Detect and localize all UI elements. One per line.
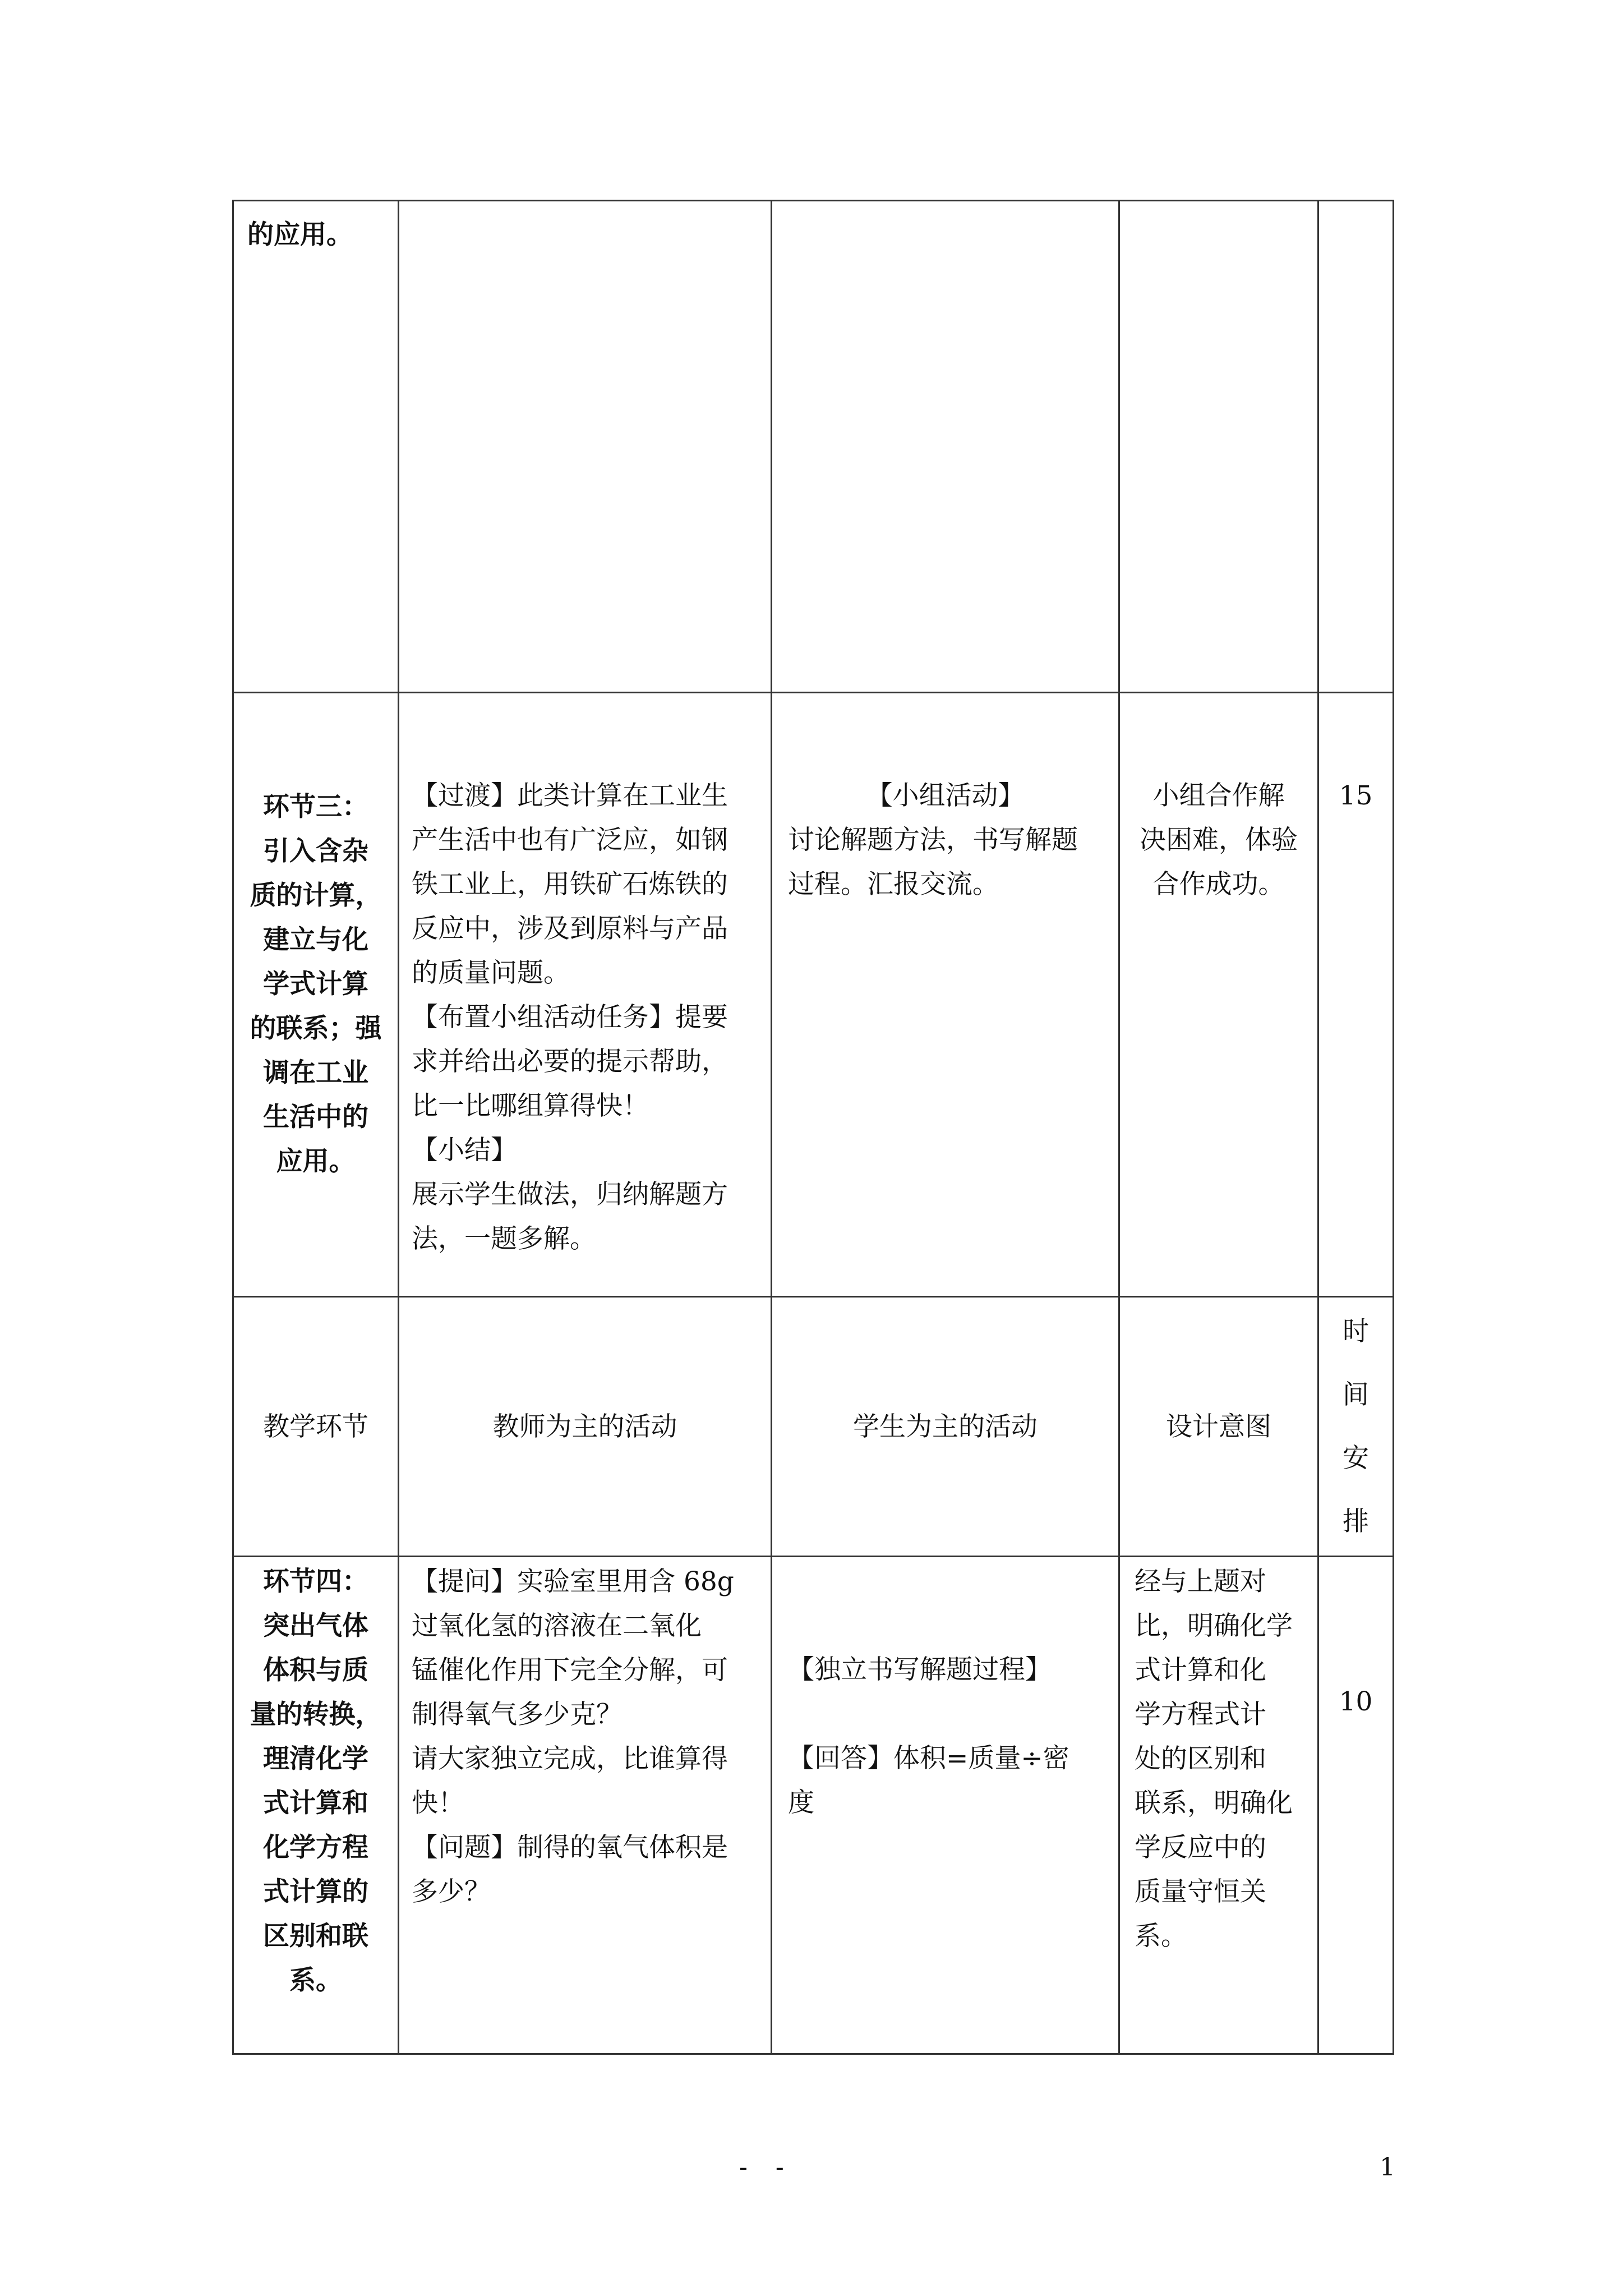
header-stage-label: 教学环节 [263,1411,368,1442]
table-row [233,201,1394,693]
stage-line: 环节四： [263,1566,368,1597]
header-time-label [1319,1300,1393,1553]
stage-line: 理清化学 [263,1743,368,1774]
student-line: 【回答】体积=质量÷密 [788,1743,1069,1774]
stage-line: 环节三： [263,792,368,822]
stage-line: 质的计算， [250,880,382,911]
teacher-line: 快！ [412,1788,464,1819]
intent-cell [1119,693,1318,1297]
intent-lines [1120,1557,1317,1958]
stage-line: 体积与质 [263,1655,368,1686]
stage-lines [234,693,398,1184]
stage-line: 引入含杂 [263,836,368,867]
footer-center-mark: - - [739,2153,794,2182]
teacher-line: 【提问】实验室里用含 68g [412,1566,734,1597]
teacher-cell [399,693,772,1297]
time-cell [1318,201,1394,693]
header-intent-label: 设计意图 [1166,1411,1271,1442]
stage-line: 调在工业 [263,1057,368,1088]
intent-line: 经与上题对 [1135,1566,1266,1597]
header-row [233,1297,1394,1557]
header-teacher [399,1297,772,1557]
teacher-line: 产生活中也有广泛应，如钢 [412,825,728,855]
teacher-line: 锰催化作用下完全分解，可 [412,1655,728,1686]
time-cell [1318,1557,1394,2054]
stage-line: 生活中的 [263,1102,368,1133]
stage-line: 量的转换， [250,1699,382,1730]
table-row [233,693,1394,1297]
teacher-cell [399,1557,772,2054]
intent-line: 小组合作解 [1152,780,1285,811]
intent-line: 合作成功。 [1152,869,1285,900]
teacher-lines [399,693,771,1261]
student-cell [772,693,1119,1297]
stage-line: 化学方程 [263,1832,368,1863]
teacher-line: 制得氧气多少克？ [412,1699,623,1730]
teacher-line: 过氧化氢的溶液在二氧化 [412,1611,702,1641]
stage-cell [233,693,399,1297]
teacher-line: 【小结】 [412,1135,517,1166]
page-number: 1 [1380,2153,1395,2182]
teacher-line: 法，一题多解。 [412,1223,596,1254]
stage-text: 的应用。 [247,219,353,250]
student-line: 讨论解题方法，书写解题 [788,825,1078,855]
intent-cell [1119,201,1318,693]
teacher-line: 【布置小组活动任务】提要 [412,1002,728,1033]
time-value: 10 [1339,1686,1373,1717]
stage-line: 突出气体 [263,1611,368,1641]
intent-lines [1120,693,1317,907]
intent-line: 学反应中的 [1135,1832,1266,1863]
intent-line: 比，明确化学 [1135,1611,1293,1641]
stage-line: 的联系；强 [250,1013,382,1044]
lesson-plan-table [232,200,1394,2055]
teacher-line: 求并给出必要的提示帮助， [412,1046,728,1077]
student-spacer [788,1692,1118,1736]
intent-line: 决困难，体验 [1140,825,1298,855]
header-stage [233,1297,399,1557]
header-time-char: 时 [1343,1316,1369,1347]
time-cell [1318,693,1394,1297]
student-line: 度 [788,1787,814,1818]
header-time [1318,1297,1394,1557]
intent-line: 处的区别和 [1135,1743,1266,1774]
intent-line: 质量守恒关 [1135,1876,1266,1907]
student-line: 【小组活动】 [866,780,1025,811]
intent-line: 系。 [1135,1921,1187,1952]
intent-cell [1119,1557,1318,2054]
student-cell [772,201,1119,693]
teacher-line: 请大家独立完成，比谁算得 [412,1743,728,1774]
student-line: 【独立书写解题过程】 [788,1654,1052,1685]
header-time-char: 间 [1343,1379,1369,1410]
header-intent [1119,1297,1318,1557]
student-lines [772,1557,1118,1825]
intent-line: 学方程式计 [1135,1699,1266,1730]
teacher-line: 【问题】制得的氧气体积是 [412,1832,728,1863]
teacher-line: 的质量问题。 [412,958,570,988]
student-cell [772,1557,1119,2054]
stage-lines [234,1557,398,2003]
student-lines [772,693,1118,907]
time-value: 15 [1339,780,1373,811]
stage-line: 式计算的 [263,1876,368,1907]
teacher-line: 【过渡】此类计算在工业生 [412,780,728,811]
header-time-char: 排 [1343,1506,1369,1537]
stage-line: 学式计算 [263,969,368,1000]
header-time-char: 安 [1343,1443,1369,1474]
stage-cell [233,1557,399,2054]
teacher-cell [399,201,772,693]
intent-line: 联系，明确化 [1135,1788,1293,1819]
student-line: 过程。汇报交流。 [788,869,999,900]
teacher-line: 铁工业上，用铁矿石炼铁的 [412,869,728,900]
stage-line: 应用。 [276,1146,356,1177]
teacher-line: 反应中，涉及到原料与产品 [412,913,728,944]
header-student-label: 学生为主的活动 [853,1411,1038,1442]
stage-line: 建立与化 [263,924,368,955]
stage-line: 系。 [289,1965,342,1996]
intent-line: 式计算和化 [1135,1655,1266,1686]
teacher-line: 比一比哪组算得快！ [412,1091,649,1121]
teacher-line: 展示学生做法，归纳解题方 [412,1179,728,1210]
header-student [772,1297,1119,1557]
stage-line: 区别和联 [263,1921,368,1952]
teacher-lines [399,1557,771,1914]
teacher-line: 多少？ [412,1876,491,1907]
table-row [233,1557,1394,2054]
stage-line: 式计算和 [263,1788,368,1819]
header-teacher-label: 教师为主的活动 [492,1411,677,1442]
stage-cell [233,201,399,693]
